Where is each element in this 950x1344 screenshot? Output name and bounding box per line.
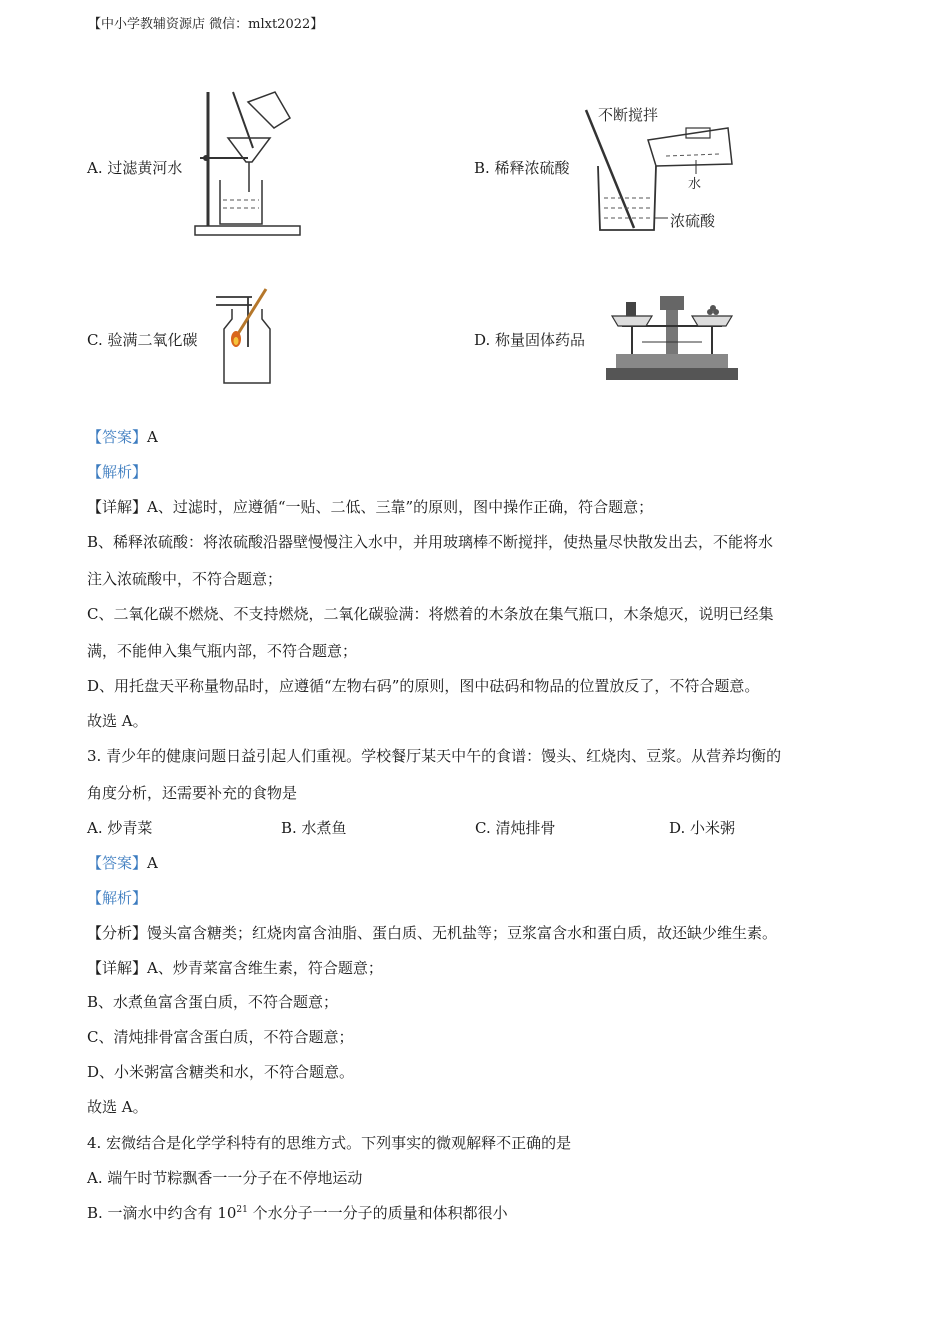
q2-c-line2: 满，不能伸入集气瓶内部，不符合题意； [87,642,358,660]
acid-label: 浓硫酸 [670,212,716,230]
gas-bottle-figure [210,285,280,387]
q4-b-suffix: 个水分子一一分子的质量和体积都很小 [247,1204,508,1222]
option-b-label: B. 稀释浓硫酸 [474,159,570,177]
q3-b: B、水煮鱼富含蛋白质，不符合题意； [87,993,339,1011]
q2-conclusion: 故选 A。 [87,712,148,730]
q3-detail: 【详解】A、炒青菜富含维生素，符合题意； [87,959,383,977]
q3-answer [87,852,158,873]
q3-analysis-tag: 【解析】 [87,889,148,907]
q4-b-exponent: 21 [236,1205,248,1215]
filtration-figure [190,88,305,240]
q3-stem-line1: 3. 青少年的健康问题日益引起人们重视。学校餐厅某天中午的食谱：馒头、红烧肉、豆浆。从营养均衡的 [87,747,782,765]
q2-b-line2: 注入浓硫酸中，不符合题意； [87,570,283,588]
option-c-label: C. 验满二氧化碳 [87,331,198,349]
q3-choice-b: B. 水煮鱼 [281,819,347,837]
answer-tag: 【答案】 [87,428,148,446]
q3-d: D、小米粥富含糖类和水，不符合题意。 [87,1063,355,1081]
q4-option-b [87,1202,508,1223]
water-label: 水 [688,177,702,192]
page-header: 【中小学教辅资源店 微信：mlxt2022】 [88,17,324,32]
q3-choice-c: C. 清炖排骨 [475,819,556,837]
q2-answer [87,426,158,447]
answer-tag: 【答案】 [87,854,148,872]
q3-conclusion: 故选 A。 [87,1098,148,1116]
stir-label: 不断搅拌 [598,106,659,124]
q2-d-line: D、用托盘天平称量物品时，应遵循“左物右码”的原则，图中砝码和物品的位置放反了，不符合题意。 [87,677,760,695]
q3-analysis: 【分析】馒头富含糖类；红烧肉富含油脂、蛋白质、无机盐等；豆浆富含水和蛋白质，故还缺少维生素。 [87,924,778,942]
q2-analysis-tag: 【解析】 [87,463,148,481]
q2-detail: 【详解】A、过滤时，应遵循“一贴、二低、三靠”的原则，图中操作正确，符合题意； [87,498,654,516]
q3-stem-line2: 角度分析，还需要补充的食物是 [87,784,298,802]
q2-c-line1: C、二氧化碳不燃烧、不支持燃烧，二氧化碳验满：将燃着的木条放在集气瓶口，木条熄灭，说明已经集 [87,605,774,623]
answer-value: A [147,854,158,872]
balance-figure [602,290,742,384]
q2-b-line1: B、稀释浓硫酸：将浓硫酸沿器壁慢慢注入水中，并用玻璃棒不断搅拌，使热量尽快散发出去，不能将水 [87,533,774,551]
answer-value: A [147,428,158,446]
q3-choice-d: D. 小米粥 [669,819,736,837]
option-d-label: D. 称量固体药品 [474,331,586,349]
option-a-label: A. 过滤黄河水 [87,159,183,177]
q3-c: C、清炖排骨富含蛋白质，不符合题意； [87,1028,354,1046]
q4-stem: 4. 宏微结合是化学学科特有的思维方式。下列事实的微观解释不正确的是 [87,1134,572,1152]
q4-option-a: A. 端午时节粽飘香一一分子在不停地运动 [87,1169,363,1187]
dilution-figure [582,100,742,235]
q4-b-prefix: B. 一滴水中约含有 10 [87,1204,237,1222]
q3-choice-a: A. 炒青菜 [87,819,153,837]
